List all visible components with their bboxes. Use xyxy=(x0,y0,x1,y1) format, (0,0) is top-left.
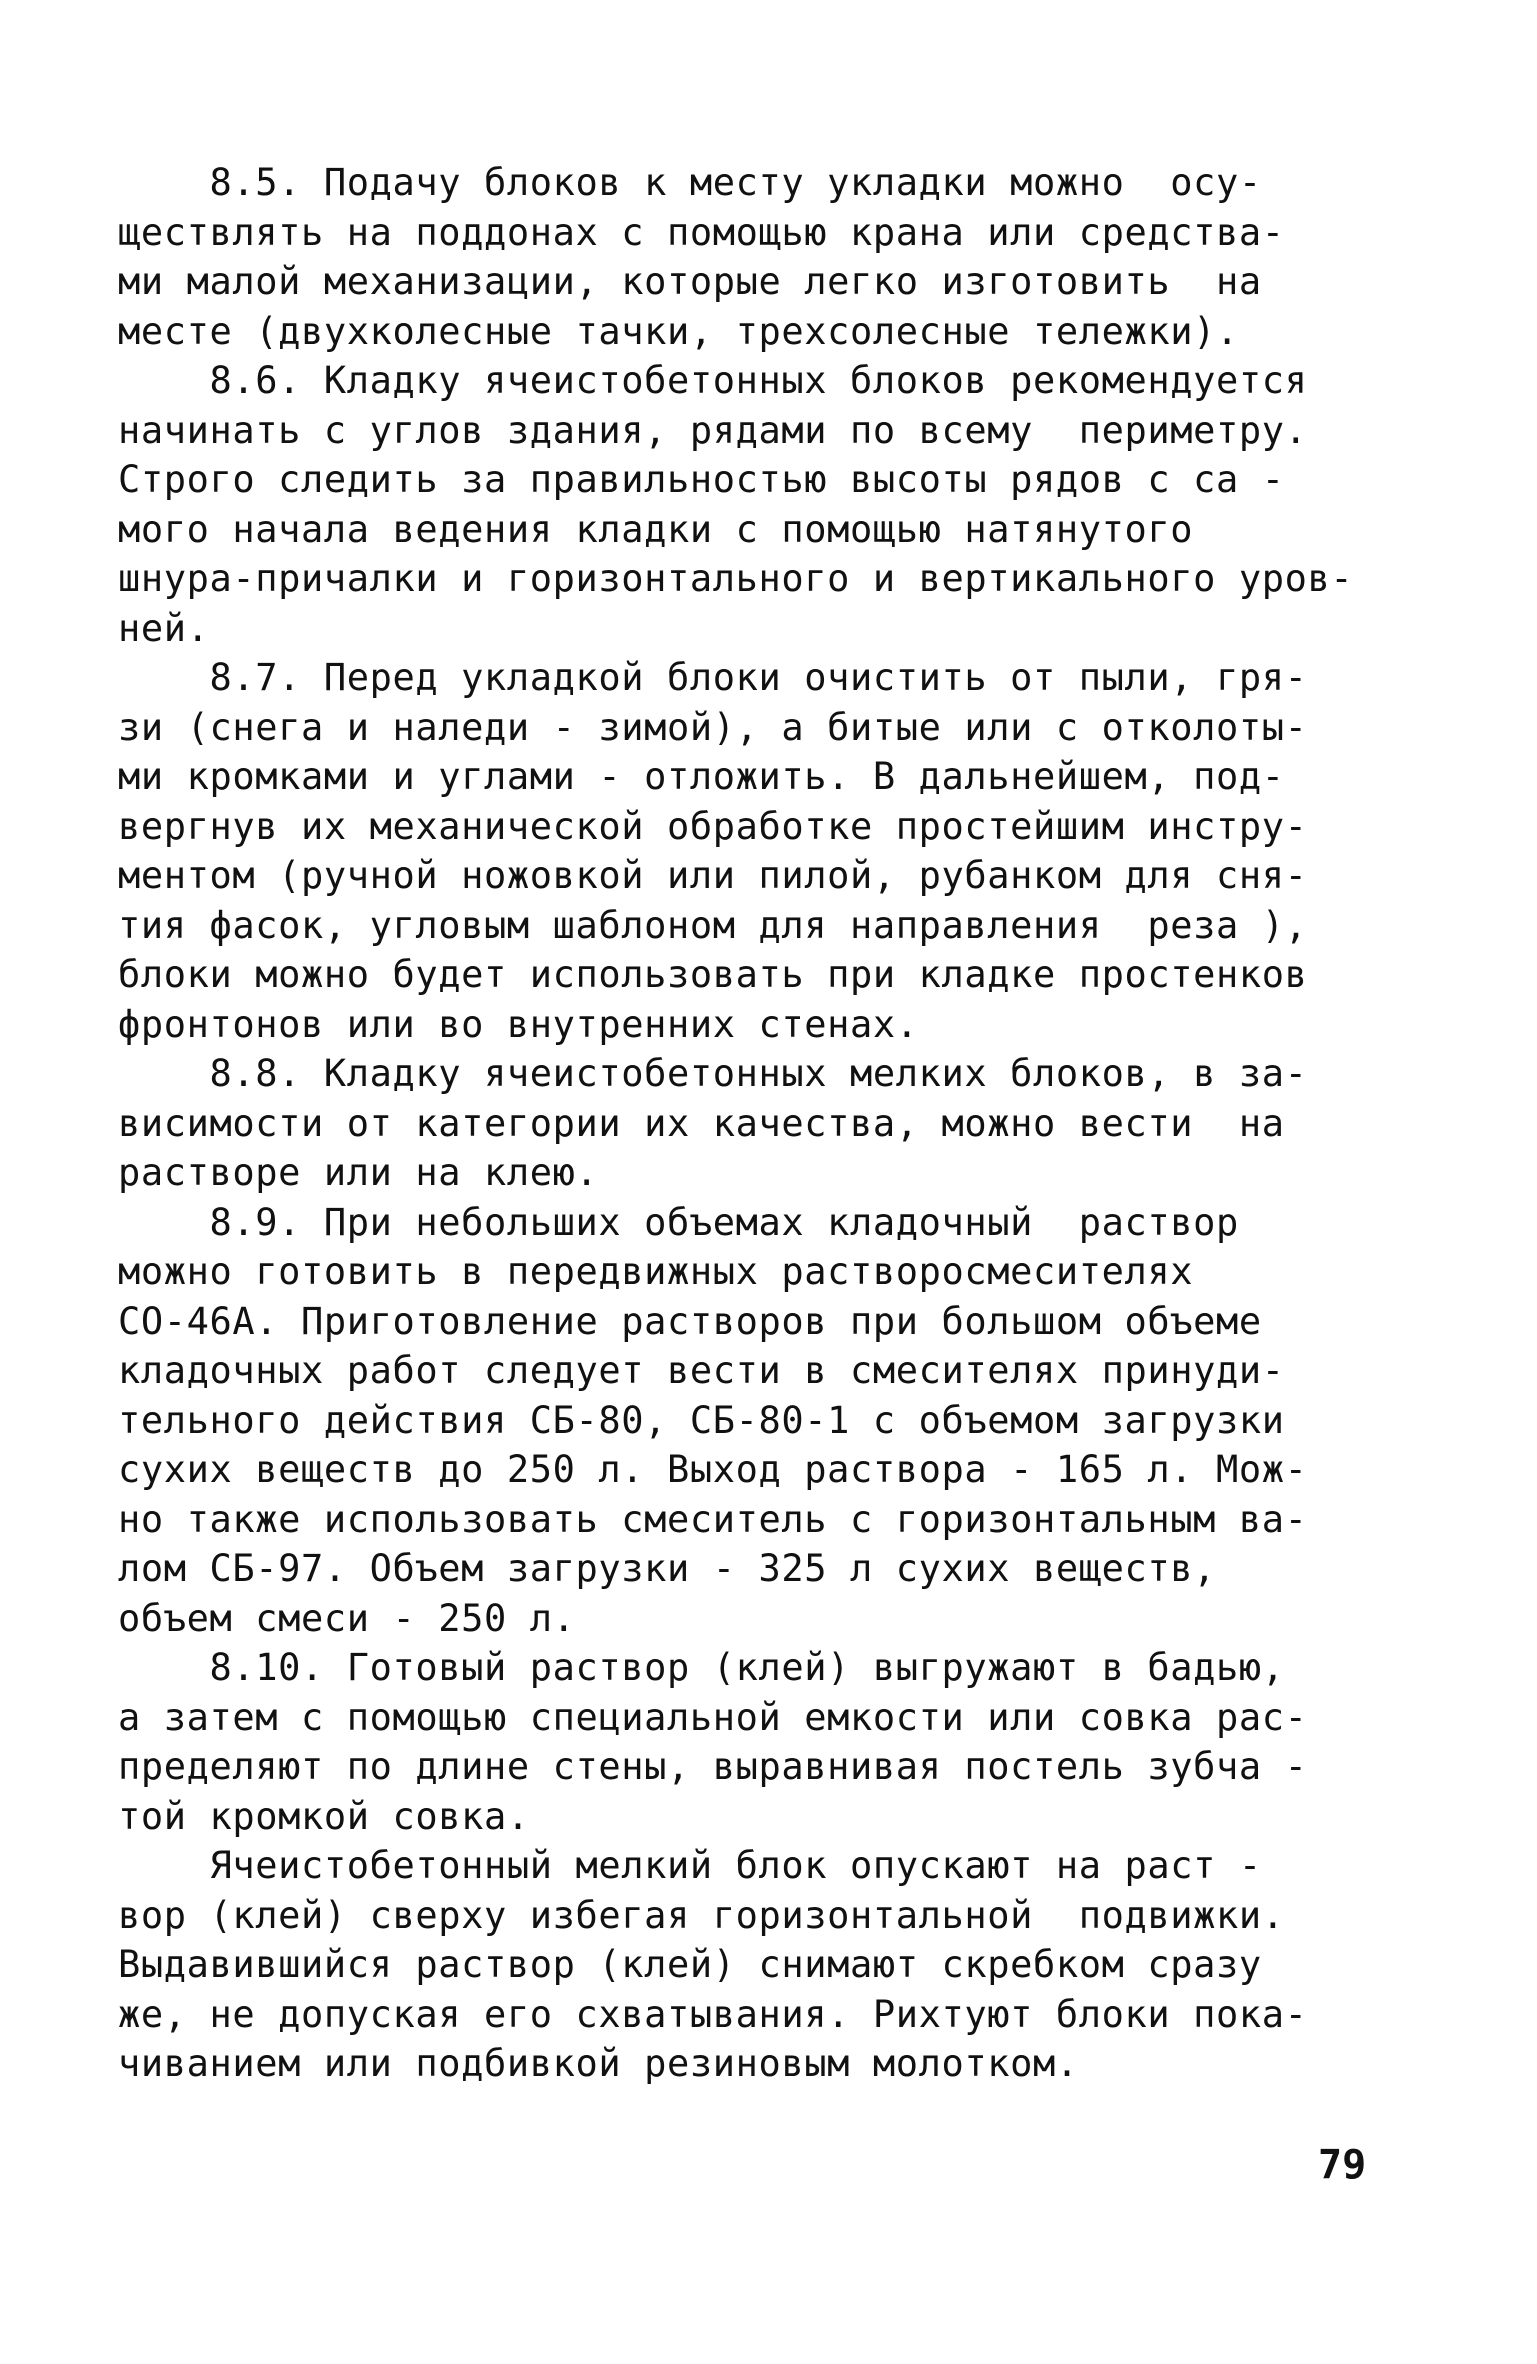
text-line: лом СБ-97. Объем загрузки - 325 л сухих веществ, xyxy=(118,1547,1217,1590)
text-line: блоки можно будет использовать при кладке простенков xyxy=(118,953,1308,996)
page-number: 79 xyxy=(1318,2142,1367,2188)
text-line: 8.9. При небольших объемах кладочный раствор xyxy=(118,1200,1239,1244)
text-line: можно готовить в передвижных растворосмесителях xyxy=(118,1250,1194,1293)
text-line: шнура-причалки и горизонтального и вертикального уров- xyxy=(118,557,1354,600)
text-line: зи (снега и наледи - зимой), а битые или с отколоты- xyxy=(118,705,1308,749)
text-line: мого начала ведения кладки с помощью натянутого xyxy=(118,507,1194,551)
text-line: 8.8. Кладку ячеистобетонных мелких блоков, в за- xyxy=(118,1052,1308,1095)
text-line: кладочных работ следует вести в смесителях принуди- xyxy=(118,1349,1285,1392)
text-line: вор (клей) сверху избегая горизонтальной подвижки. xyxy=(118,1893,1285,1937)
text-line: той кромкой совка. xyxy=(118,1794,530,1838)
text-line: 8.5. Подачу блоков к месту укладки можно осу- xyxy=(118,161,1262,204)
text-line: 8.7. Перед укладкой блоки очистить от пыли, гря- xyxy=(118,656,1308,699)
text-line: объем смеси - 250 л. xyxy=(118,1596,576,1640)
text-line: ществлять на поддонах с помощью крана или средства- xyxy=(118,210,1285,254)
text-line: ментом (ручной ножовкой или пилой, рубанком для сня- xyxy=(118,854,1308,897)
text-line: Ячеистобетонный мелкий блок опускают на раст - xyxy=(118,1844,1262,1887)
text-line: СО-46А. Приготовление растворов при большом объеме xyxy=(118,1299,1262,1343)
text-line: тельного действия СБ-80, СБ-80-1 с объемом загрузки xyxy=(118,1398,1285,1442)
text-line: ней. xyxy=(118,606,210,650)
text-line: фронтонов или во внутренних стенах. xyxy=(118,1002,919,1046)
text-line: висимости от категории их качества, можно вести на xyxy=(118,1101,1285,1145)
text-line: пределяют по длине стены, выравнивая постель зубча - xyxy=(118,1745,1308,1788)
text-line: сухих веществ до 250 л. Выход раствора - 165 л. Мож- xyxy=(118,1448,1308,1491)
text-line: вергнув их механической обработке простейшим инстру- xyxy=(118,804,1308,848)
text-line: 8.10. Готовый раствор (клей) выгружают в бадью, xyxy=(118,1646,1285,1689)
text-line: же, не допуская его схватывания. Рихтуют блоки пока- xyxy=(118,1992,1308,2036)
body-text xyxy=(118,158,1420,2089)
text-line: ми кромками и углами - отложить. В дальнейшем, под- xyxy=(118,755,1285,798)
text-line: Строго следить за правильностью высоты рядов с са - xyxy=(118,458,1285,501)
text-line: тия фасок, угловым шаблоном для направления реза ), xyxy=(118,903,1308,947)
text-line: но также использовать смеситель с горизонтальным ва- xyxy=(118,1497,1308,1541)
text-line: а затем с помощью специальной емкости или совка рас- xyxy=(118,1695,1308,1739)
text-line: растворе или на клею. xyxy=(118,1151,599,1194)
text-line: начинать с углов здания, рядами по всему периметру. xyxy=(118,408,1308,452)
text-line: Выдавившийся раствор (клей) снимают скребком сразу xyxy=(118,1943,1262,1986)
text-line: 8.6. Кладку ячеистобетонных блоков рекомендуется xyxy=(118,359,1308,402)
text-line: чиванием или подбивкой резиновым молотком. xyxy=(118,2042,1079,2085)
text-line: ми малой механизации, которые легко изготовить на xyxy=(118,260,1262,303)
text-line: месте (двухколесные тачки, трехсолесные тележки). xyxy=(118,309,1239,353)
